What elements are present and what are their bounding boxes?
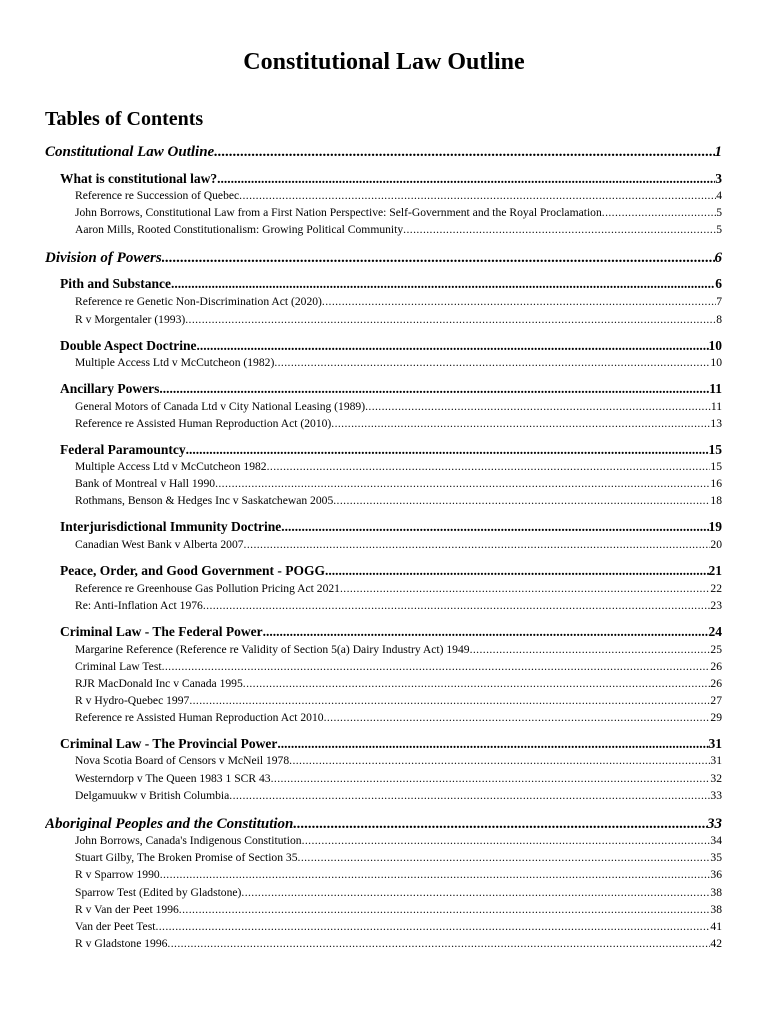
toc-dot-leader bbox=[470, 642, 711, 658]
toc-dot-leader bbox=[302, 833, 711, 849]
toc-subentry[interactable] bbox=[75, 294, 722, 310]
toc-page-number: 31 bbox=[710, 754, 722, 767]
toc-entry-label: Reference re Genetic Non-Discrimination Act (2020) bbox=[75, 295, 322, 308]
toc-subentry[interactable] bbox=[75, 188, 722, 204]
toc-dot-leader bbox=[293, 814, 707, 834]
toc-dot-leader bbox=[214, 142, 714, 162]
toc-subentry[interactable] bbox=[75, 833, 722, 849]
toc-dot-leader bbox=[160, 867, 711, 883]
toc-dot-leader bbox=[217, 170, 715, 188]
toc-page-number: 35 bbox=[710, 851, 722, 864]
toc-dot-leader bbox=[239, 188, 716, 204]
toc-dot-leader bbox=[162, 659, 711, 675]
toc-dot-leader bbox=[333, 493, 710, 509]
toc-entry-label: Stuart Gilby, The Broken Promise of Section 35 bbox=[75, 851, 298, 864]
toc-page-number: 15 bbox=[708, 442, 722, 457]
toc-entry-label: Criminal Law Test bbox=[75, 660, 162, 673]
toc-page-number: 38 bbox=[710, 903, 722, 916]
toc-entry-label: John Borrows, Constitutional Law from a First Nation Perspective: Self-Government and the Royal Proclamation bbox=[75, 206, 602, 219]
toc-entry-label: Double Aspect Doctrine bbox=[60, 338, 197, 353]
toc-entry-label: Rothmans, Benson & Hedges Inc v Saskatchewan 2005 bbox=[75, 494, 334, 507]
toc-subentry[interactable] bbox=[75, 598, 722, 614]
toc-dot-leader bbox=[159, 380, 709, 398]
toc-page-number: 16 bbox=[710, 477, 722, 490]
toc-page-number: 25 bbox=[710, 643, 722, 656]
toc-dot-leader bbox=[185, 312, 716, 328]
toc-entry-label: Pith and Substance bbox=[60, 276, 172, 291]
toc-subentry[interactable] bbox=[75, 205, 722, 221]
toc-entry-label: Delgamuukw v British Columbia bbox=[75, 789, 230, 802]
toc-page-number: 33 bbox=[710, 789, 722, 802]
toc-subentry[interactable] bbox=[75, 416, 722, 432]
toc-entry-label: R v Gladstone 1996 bbox=[75, 937, 168, 950]
toc-subentry[interactable] bbox=[75, 710, 722, 726]
toc-entry-label: R v Morgentaler (1993) bbox=[75, 313, 186, 326]
toc-page-number: 31 bbox=[708, 736, 722, 751]
toc-page-number: 7 bbox=[716, 295, 722, 308]
toc-dot-leader bbox=[155, 919, 710, 935]
toc-page-number: 15 bbox=[710, 460, 722, 473]
toc-subentry[interactable] bbox=[75, 771, 722, 787]
toc-subentry[interactable] bbox=[75, 788, 722, 804]
toc-page-number: 4 bbox=[716, 189, 722, 202]
toc-page-number: 13 bbox=[710, 417, 722, 430]
toc-entry-label: Multiple Access Ltd v McCutcheon 1982 bbox=[75, 460, 267, 473]
toc-subentry[interactable] bbox=[75, 659, 722, 675]
toc-dot-leader bbox=[403, 222, 716, 238]
toc-page-number: 33 bbox=[707, 816, 722, 832]
toc-section-entry[interactable] bbox=[60, 441, 722, 459]
toc-chapter-entry[interactable] bbox=[45, 814, 722, 834]
toc-page-number: 23 bbox=[710, 599, 722, 612]
toc-dot-leader bbox=[229, 788, 710, 804]
toc-dot-leader bbox=[325, 562, 709, 580]
toc-dot-leader bbox=[281, 518, 708, 536]
toc-dot-leader bbox=[267, 459, 711, 475]
toc-entry-label: Reference re Greenhouse Gas Pollution Pricing Act 2021 bbox=[75, 582, 340, 595]
toc-section-entry[interactable] bbox=[60, 562, 722, 580]
toc-subentry[interactable] bbox=[75, 581, 722, 597]
toc-subentry[interactable] bbox=[75, 399, 722, 415]
toc-entry-label: Interjurisdictional Immunity Doctrine bbox=[60, 519, 282, 534]
toc-subentry[interactable] bbox=[75, 885, 722, 901]
toc-page-number: 26 bbox=[710, 677, 722, 690]
toc-page-number: 26 bbox=[710, 660, 722, 673]
toc-page-number: 34 bbox=[710, 834, 722, 847]
toc-section-entry[interactable] bbox=[60, 275, 722, 293]
toc-subentry[interactable] bbox=[75, 936, 722, 952]
toc-entry-label: Reference re Succession of Quebec bbox=[75, 189, 240, 202]
toc-dot-leader bbox=[289, 753, 710, 769]
toc-entry-label: John Borrows, Canada's Indigenous Constitution bbox=[75, 834, 302, 847]
toc-dot-leader bbox=[196, 337, 708, 355]
toc-section-entry[interactable] bbox=[60, 380, 722, 398]
toc-dot-leader bbox=[186, 441, 709, 459]
toc-entry-label: Ancillary Powers bbox=[60, 381, 160, 396]
toc-dot-leader bbox=[162, 248, 715, 268]
toc-page-number: 6 bbox=[715, 276, 722, 291]
toc-section-entry[interactable] bbox=[60, 337, 722, 355]
toc-entry-label: Re: Anti-Inflation Act 1976 bbox=[75, 599, 203, 612]
toc-dot-leader bbox=[179, 902, 711, 918]
toc-section-entry[interactable] bbox=[60, 623, 722, 641]
toc-entry-label: Division of Powers bbox=[45, 250, 162, 266]
toc-entry-label: What is constitutional law? bbox=[60, 171, 218, 186]
toc-dot-leader bbox=[243, 676, 711, 692]
toc-subentry[interactable] bbox=[75, 476, 722, 492]
toc-dot-leader bbox=[340, 581, 710, 597]
toc-subentry[interactable] bbox=[75, 753, 722, 769]
toc-dot-leader bbox=[244, 537, 711, 553]
toc-dot-leader bbox=[241, 885, 710, 901]
toc-entry-label: Multiple Access Ltd v McCutcheon (1982) bbox=[75, 356, 275, 369]
toc-entry-label: Margarine Reference (Reference re Validity of Section 5(a) Dairy Industry Act) 1949 bbox=[75, 643, 470, 656]
toc-dot-leader bbox=[215, 476, 710, 492]
toc-page-number: 36 bbox=[710, 868, 722, 881]
toc-page-number: 32 bbox=[710, 772, 722, 785]
toc-entry-label: Reference re Assisted Human Reproduction Act 2010 bbox=[75, 711, 324, 724]
toc-page-number: 24 bbox=[708, 624, 722, 639]
toc-dot-leader bbox=[167, 936, 710, 952]
toc-entry-label: R v Van der Peet 1996 bbox=[75, 903, 179, 916]
toc-dot-leader bbox=[171, 275, 715, 293]
toc-dot-leader bbox=[324, 710, 711, 726]
toc-subentry[interactable] bbox=[75, 902, 722, 918]
toc-section-entry[interactable] bbox=[60, 518, 722, 536]
toc-chapter-entry[interactable] bbox=[45, 248, 722, 268]
toc-page-number: 38 bbox=[710, 886, 722, 899]
toc-page-number: 42 bbox=[710, 937, 722, 950]
toc-page-number: 5 bbox=[716, 206, 722, 219]
toc-entry-label: Constitutional Law Outline bbox=[45, 144, 215, 160]
toc-subentry[interactable] bbox=[75, 537, 722, 553]
toc-entry-label: Reference re Assisted Human Reproduction Act (2010) bbox=[75, 417, 332, 430]
toc-entry-label: Canadian West Bank v Alberta 2007 bbox=[75, 538, 244, 551]
toc-subentry[interactable] bbox=[75, 867, 722, 883]
toc-page-number: 20 bbox=[710, 538, 722, 551]
toc-page-number: 21 bbox=[708, 563, 722, 578]
toc-page-number: 18 bbox=[710, 494, 722, 507]
toc-page-number: 22 bbox=[710, 582, 722, 595]
toc-subentry[interactable] bbox=[75, 355, 722, 371]
toc-dot-leader bbox=[277, 735, 708, 753]
toc-page-number: 1 bbox=[714, 144, 722, 160]
toc-section-entry[interactable] bbox=[60, 735, 722, 753]
toc-dot-leader bbox=[203, 598, 711, 614]
toc-page-number: 41 bbox=[710, 920, 722, 933]
toc-entry-label: RJR MacDonald Inc v Canada 1995 bbox=[75, 677, 243, 690]
document-title: Constitutional Law Outline bbox=[243, 49, 525, 75]
toc-page-number: 29 bbox=[710, 711, 722, 724]
toc-entry-label: Bank of Montreal v Hall 1990 bbox=[75, 477, 216, 490]
toc-dot-leader bbox=[602, 205, 716, 221]
toc-dot-leader bbox=[331, 416, 710, 432]
toc-entry-label: Aaron Mills, Rooted Constitutionalism: Growing Political Community bbox=[75, 223, 404, 236]
toc-page-number: 11 bbox=[709, 381, 722, 396]
toc-heading: Tables of Contents bbox=[45, 108, 204, 130]
toc-entry-label: Westerndorp v The Queen 1983 1 SCR 43 bbox=[75, 772, 271, 785]
toc-dot-leader bbox=[189, 693, 710, 709]
toc-entry-label: Aboriginal Peoples and the Constitution bbox=[45, 816, 294, 832]
toc-dot-leader bbox=[322, 294, 716, 310]
toc-dot-leader bbox=[298, 850, 711, 866]
toc-page-number: 6 bbox=[714, 250, 722, 266]
toc-entry-label: Federal Paramountcy bbox=[60, 442, 186, 457]
toc-page-number: 10 bbox=[710, 356, 722, 369]
toc-entry-label: Van der Peet Test bbox=[75, 920, 156, 933]
toc-entry-label: Criminal Law - The Provincial Power bbox=[60, 736, 278, 751]
toc-entry-label: Peace, Order, and Good Government - POGG bbox=[60, 563, 325, 578]
toc-entry-label: Criminal Law - The Federal Power bbox=[60, 624, 263, 639]
toc-subentry[interactable] bbox=[75, 676, 722, 692]
toc-entry-label: R v Hydro-Quebec 1997 bbox=[75, 694, 190, 707]
toc-page-number: 10 bbox=[708, 338, 722, 353]
toc-entry-label: Nova Scotia Board of Censors v McNeil 1978 bbox=[75, 754, 290, 767]
toc-subentry[interactable] bbox=[75, 312, 722, 328]
toc-section-entry[interactable] bbox=[60, 170, 722, 188]
toc-entry-label: Sparrow Test (Edited by Gladstone) bbox=[75, 886, 242, 899]
toc-subentry[interactable] bbox=[75, 850, 722, 866]
toc-dot-leader bbox=[365, 399, 711, 415]
toc-subentry[interactable] bbox=[75, 493, 722, 509]
toc-subentry[interactable] bbox=[75, 642, 722, 658]
toc-subentry[interactable] bbox=[75, 693, 722, 709]
toc-dot-leader bbox=[271, 771, 711, 787]
toc-subentry[interactable] bbox=[75, 222, 722, 238]
toc-entry-label: General Motors of Canada Ltd v City National Leasing (1989) bbox=[75, 400, 366, 413]
toc-subentry[interactable] bbox=[75, 459, 722, 475]
toc-subentry[interactable] bbox=[75, 919, 722, 935]
toc-page-number: 27 bbox=[710, 694, 722, 707]
toc-chapter-entry[interactable] bbox=[45, 142, 722, 162]
toc-page-number: 19 bbox=[708, 519, 722, 534]
toc-dot-leader bbox=[274, 355, 710, 371]
toc-page-number: 8 bbox=[716, 313, 722, 326]
toc-page-number: 3 bbox=[715, 171, 722, 186]
toc-page-number: 5 bbox=[716, 223, 722, 236]
toc-dot-leader bbox=[263, 623, 709, 641]
toc-entry-label: R v Sparrow 1990 bbox=[75, 868, 160, 881]
toc-page-number: 11 bbox=[710, 400, 722, 413]
